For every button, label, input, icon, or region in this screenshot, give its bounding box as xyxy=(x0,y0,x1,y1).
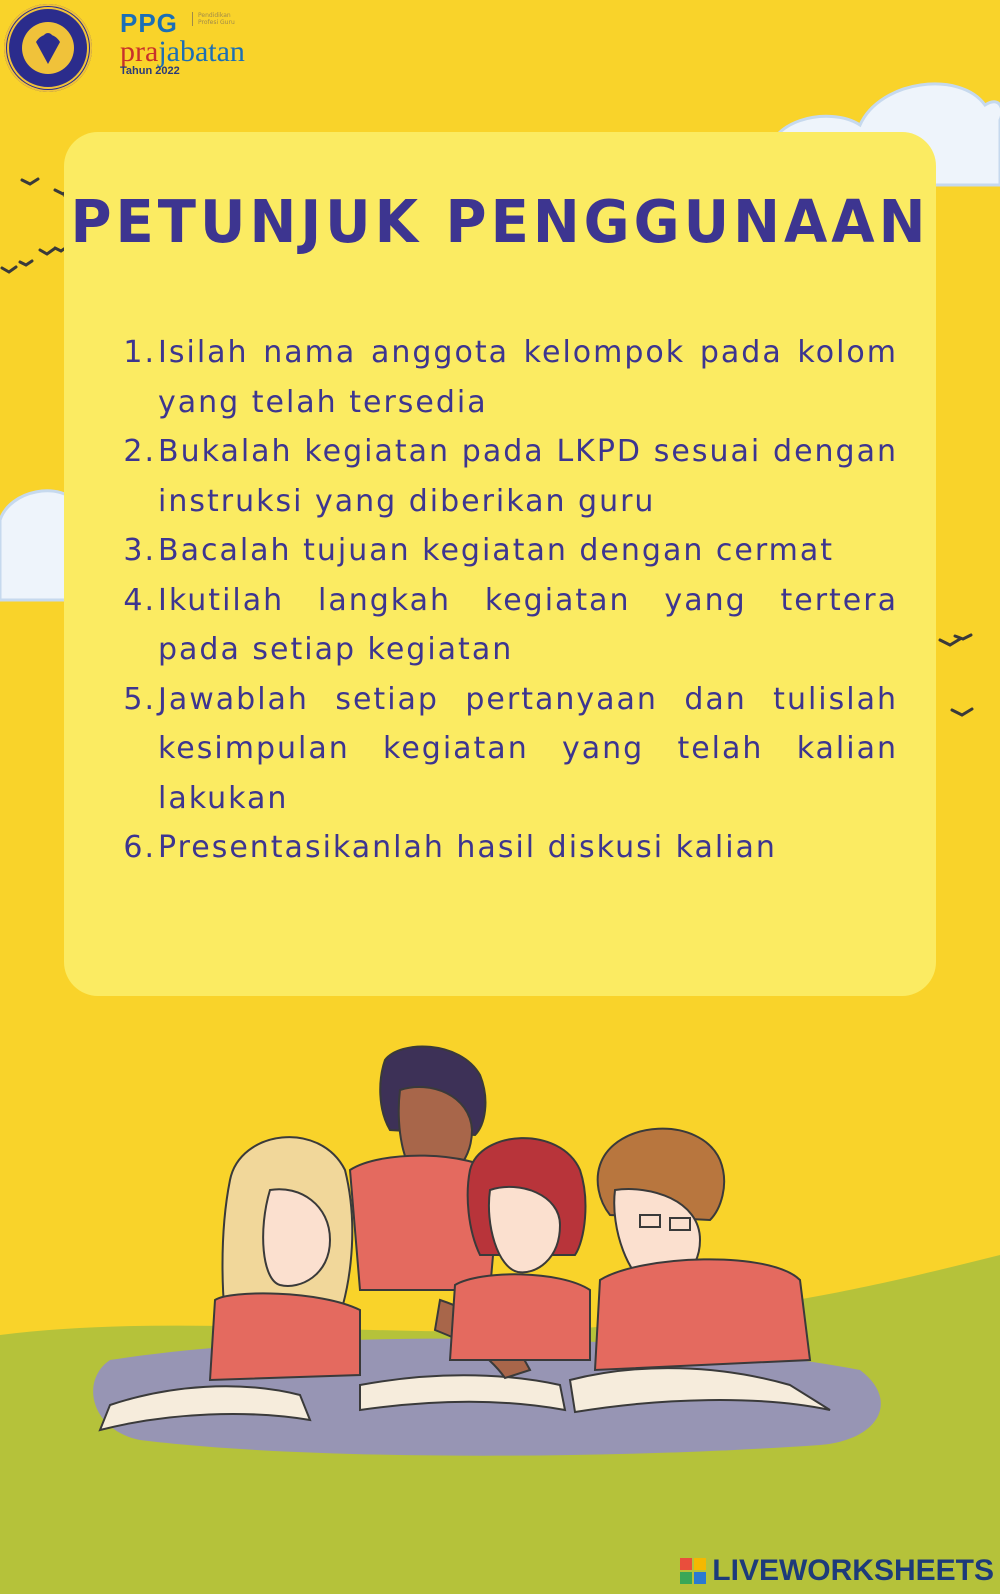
brand-ppg: PPG xyxy=(120,8,178,38)
student-glasses xyxy=(595,1129,810,1370)
ppg-brand-logo xyxy=(120,8,245,77)
seal-icon xyxy=(4,4,92,92)
brand-year: Tahun 2022 xyxy=(120,65,180,77)
list-item xyxy=(118,576,898,675)
step-number: 6. xyxy=(123,830,156,865)
step-number: 5. xyxy=(123,681,156,717)
page-title: PETUNJUK PENGGUNAAN xyxy=(70,188,930,257)
step-text: Bacalah tujuan kegiatan dengan cermat xyxy=(158,533,835,568)
brand-prajabatan xyxy=(120,35,245,69)
student-blonde xyxy=(210,1137,360,1380)
brand-pra-b: jabatan xyxy=(158,35,245,68)
step-number: 2. xyxy=(123,434,156,469)
step-text: Jawablah setiap pertanyaan dan tulislah kesimpulan kegiatan yang telah kalian lakukan xyxy=(158,681,898,816)
university-seal-logo xyxy=(4,4,92,92)
brand-subtitle: Pendidikan Profesi Guru xyxy=(192,12,238,26)
list-item xyxy=(118,823,898,873)
step-text: Isilah nama anggota kelompok pada kolom yang telah tersedia xyxy=(158,335,898,420)
step-number: 1. xyxy=(123,335,156,370)
list-item xyxy=(118,328,898,427)
step-number: 3. xyxy=(123,533,156,568)
liveworksheets-icon xyxy=(680,1558,706,1584)
step-text: Ikutilah langkah kegiatan yang tertera pada setiap kegiatan xyxy=(158,582,898,667)
list-item xyxy=(118,427,898,526)
brand-pra-a: pra xyxy=(120,35,159,68)
list-item xyxy=(118,526,898,576)
step-text: Presentasikanlah hasil diskusi kalian xyxy=(158,830,777,865)
step-text: Bukalah kegiatan pada LKPD sesuai dengan instruksi yang diberikan guru xyxy=(158,434,898,519)
liveworksheets-logo xyxy=(680,1554,994,1588)
step-number: 4. xyxy=(123,582,156,618)
list-item xyxy=(118,675,898,824)
liveworksheets-text: LIVEWORKSHEETS xyxy=(712,1554,994,1587)
instruction-list xyxy=(118,328,898,873)
